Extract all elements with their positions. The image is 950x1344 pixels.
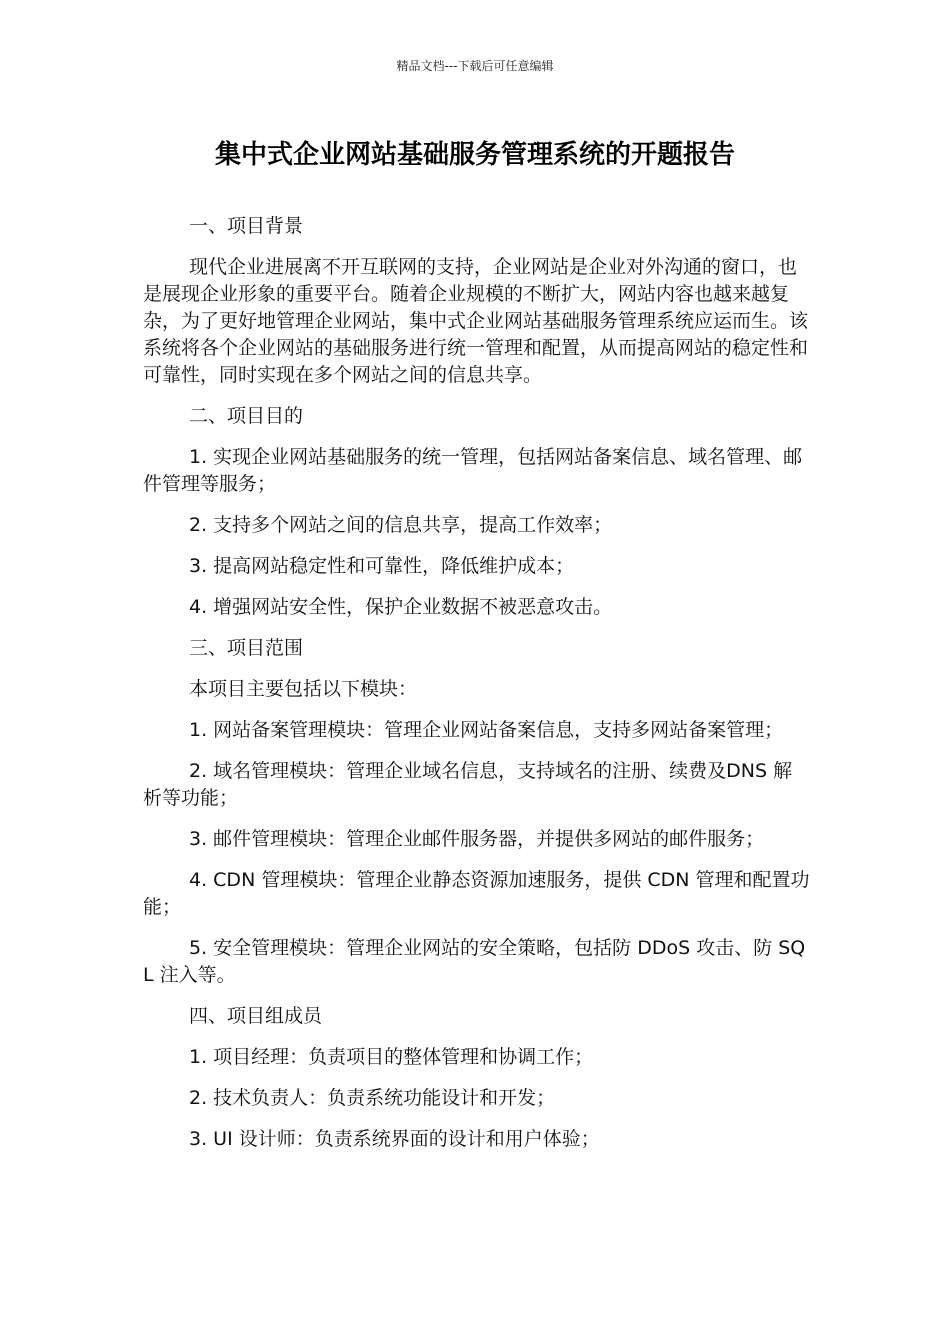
scope-item-2: 2. 域名管理模块：管理企业域名信息，支持域名的注册、续费及DNS 解析等功能；	[143, 760, 793, 809]
page-header-watermark: 精品文档---下载后可任意编辑	[396, 59, 554, 73]
purpose-item-3: 3. 提高网站稳定性和可靠性，降低维护成本；	[189, 555, 575, 577]
purpose-item-2: 2. 支持多个网站之间的信息共享，提高工作效率；	[189, 514, 613, 536]
member-item-2: 2. 技术负责人：负责系统功能设计和开发；	[189, 1087, 556, 1109]
member-item-3: 3. UI 设计师：负责系统界面的设计和用户体验；	[189, 1128, 600, 1150]
paragraph-background: 现代企业进展离不开互联网的支持，企业网站是企业对外沟通的窗口，也是展现企业形象的重要平台。随着企业规模的不断扩大，网站内容也越来越复杂，为了更好地管理企业网站，集中式企业网站基础服务管理系统应运而生。该系统将各个企业网站的基础服务进行统一管理和配置，从而提高网站的稳定性和可靠性，同时实现在多个网站之间的信息共享。	[143, 256, 809, 386]
scope-item-5: 5. 安全管理模块：管理企业网站的安全策略，包括防 DDoS 攻击、防 SQL 注入等。	[143, 937, 806, 986]
section-heading-purpose: 二、项目目的	[189, 405, 304, 427]
purpose-item-4: 4. 增强网站安全性，保护企业数据不被恶意攻击。	[189, 596, 613, 618]
section-heading-scope: 三、项目范围	[189, 637, 304, 659]
purpose-item-1: 1. 实现企业网站基础服务的统一管理，包括网站备案信息、域名管理、邮件管理等服务；	[143, 446, 803, 495]
member-item-1: 1. 项目经理：负责项目的整体管理和协调工作；	[189, 1046, 594, 1068]
scope-item-3: 3. 邮件管理模块：管理企业邮件服务器，并提供多网站的邮件服务；	[189, 828, 765, 850]
document-body	[143, 213, 811, 1167]
scope-intro: 本项目主要包括以下模块：	[189, 678, 418, 700]
scope-item-4: 4. CDN 管理模块：管理企业静态资源加速服务，提供 CDN 管理和配置功能；	[143, 869, 810, 918]
section-heading-members: 四、项目组成员	[189, 1005, 323, 1027]
document-title: 集中式企业网站基础服务管理系统的开题报告	[214, 140, 735, 170]
scope-item-1: 1. 网站备案管理模块：管理企业网站备案信息，支持多网站备案管理；	[189, 719, 784, 741]
section-heading-background: 一、项目背景	[189, 215, 304, 237]
